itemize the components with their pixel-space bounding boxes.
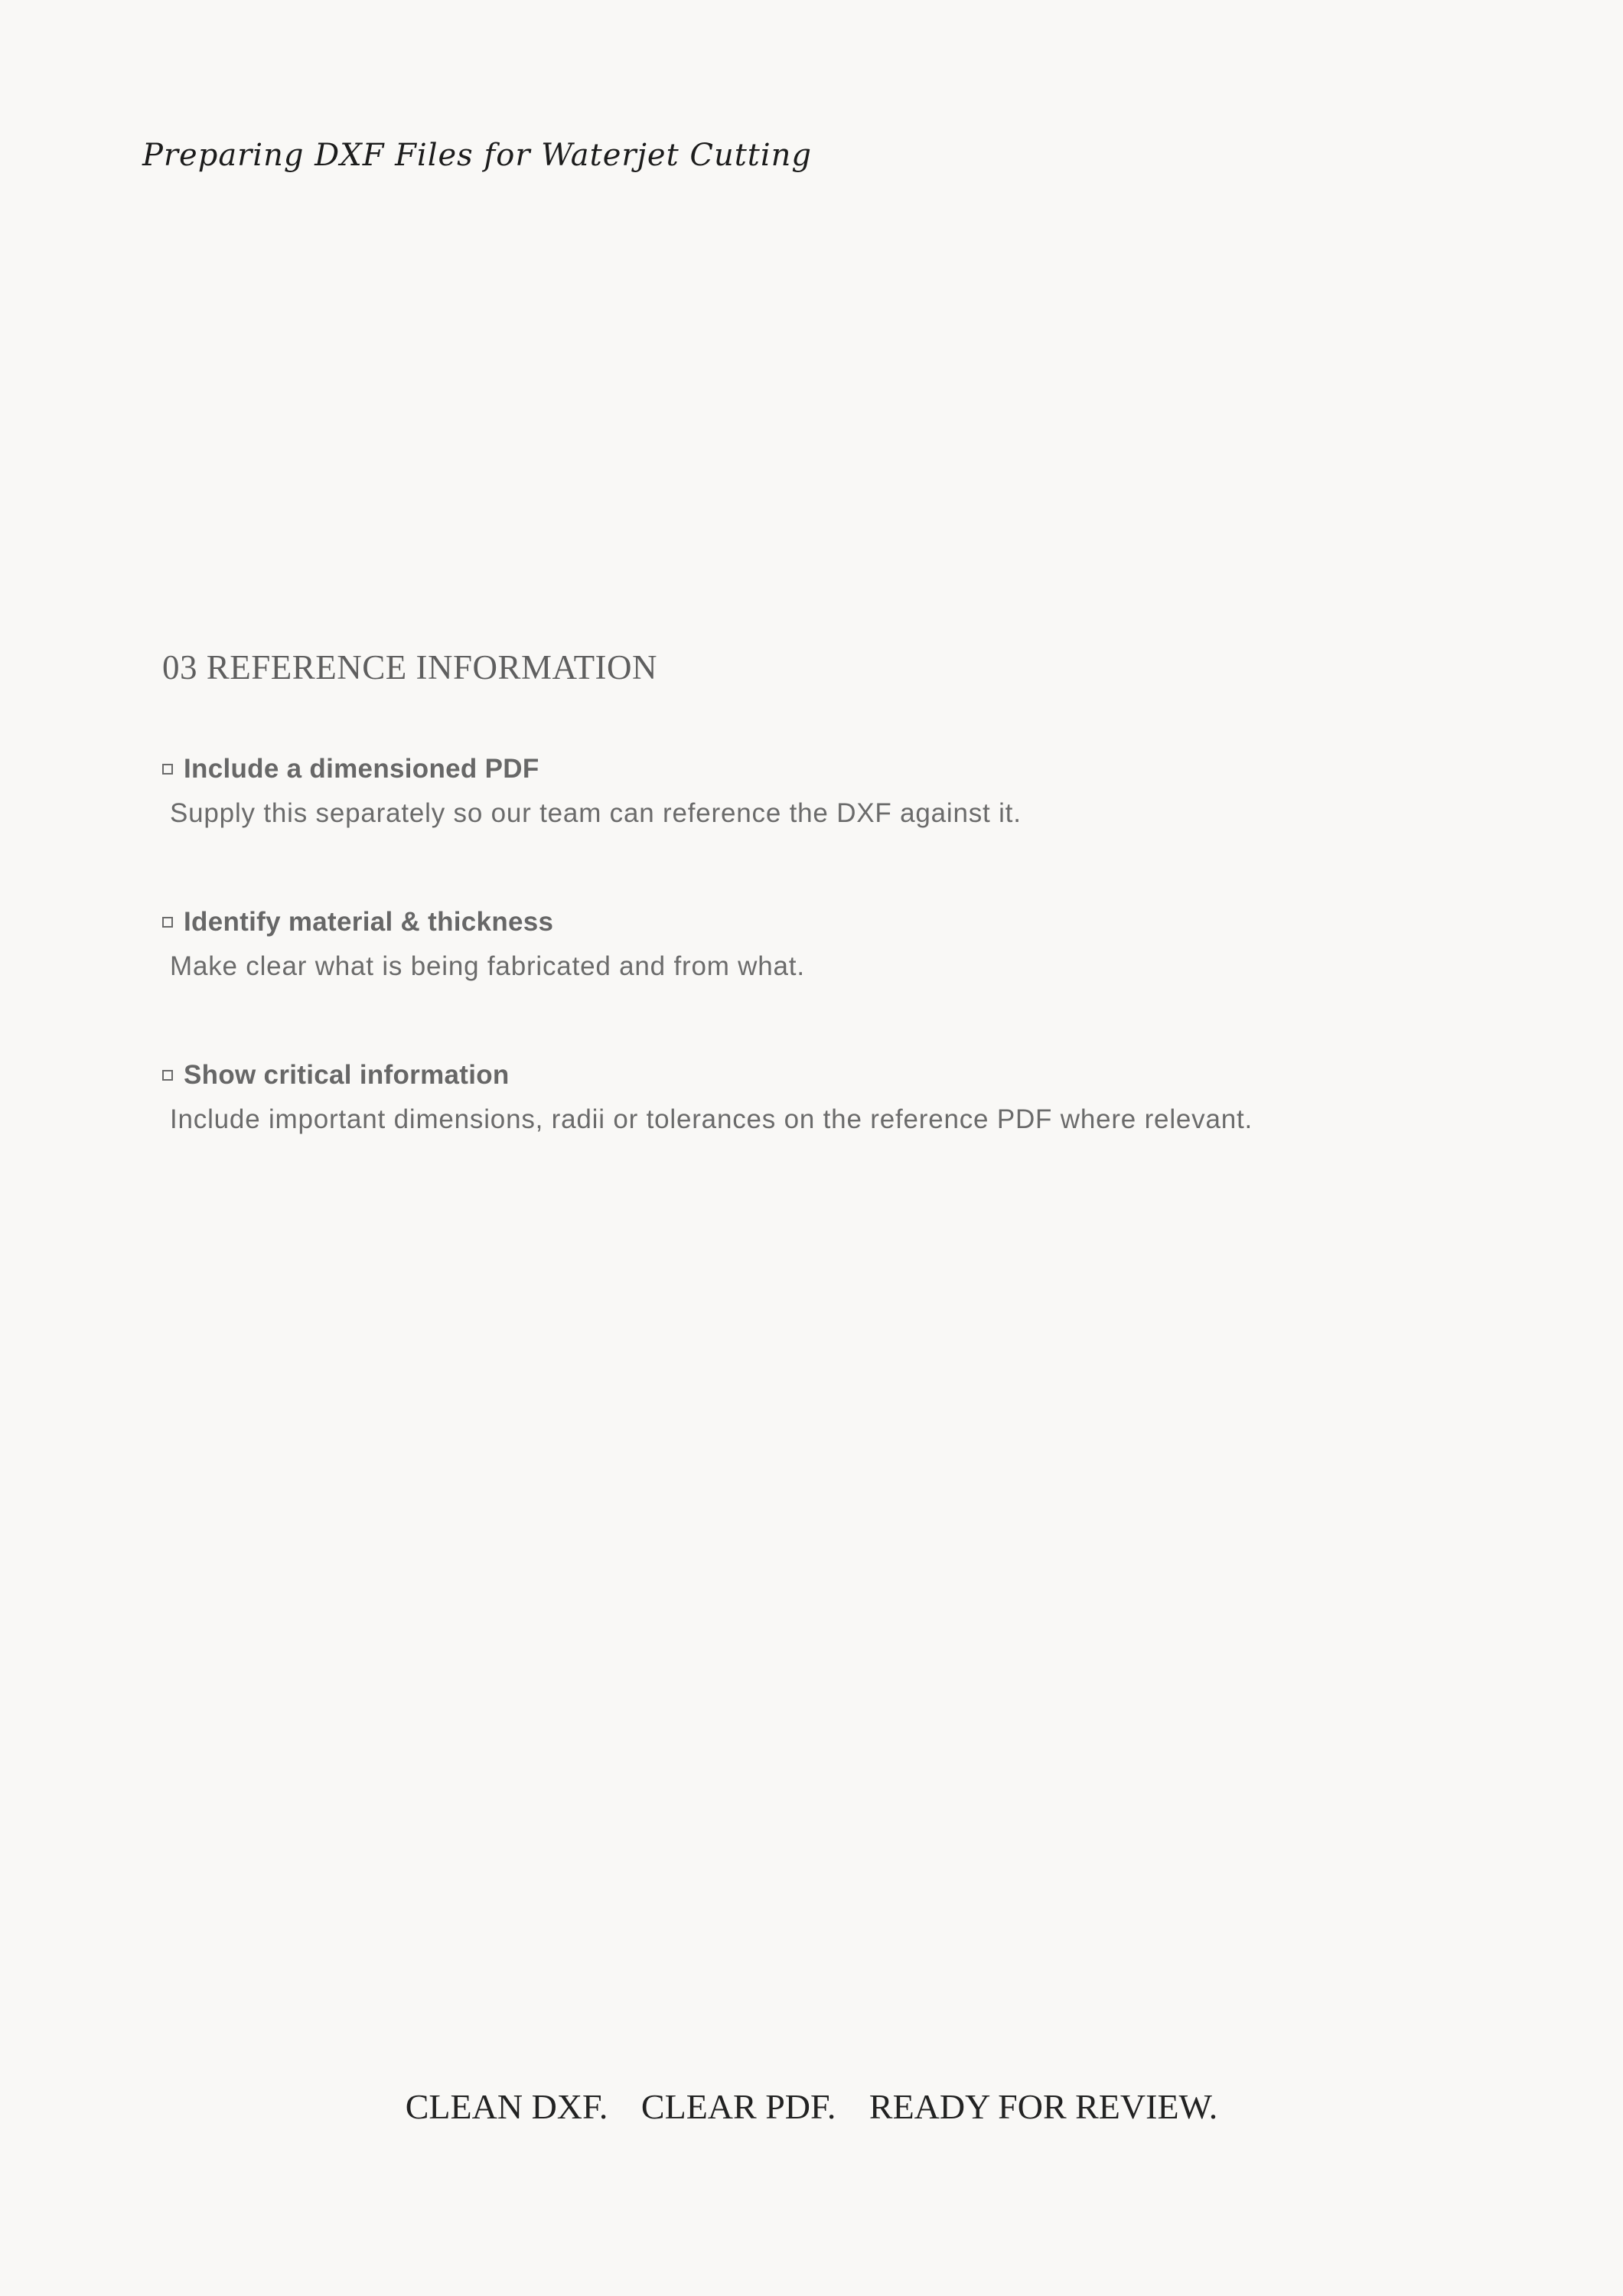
section-heading: 03 REFERENCE INFORMATION: [162, 648, 658, 687]
checklist-item-title: Include a dimensioned PDF: [184, 754, 539, 784]
checklist-item-description: Include important dimensions, radii or tolerances on the reference PDF where relevant.: [170, 1104, 1253, 1134]
tagline-part: CLEAR PDF.: [640, 2087, 836, 2126]
checklist: [162, 748, 1540, 1208]
checkbox-icon: [162, 917, 173, 928]
checklist-item-header: [162, 1055, 1540, 1096]
checklist-item-description: Make clear what is being fabricated and from what.: [170, 951, 805, 981]
checklist-item-header: [162, 902, 1540, 943]
checklist-item: [162, 748, 1540, 834]
checkbox-icon: [162, 1070, 173, 1081]
tagline-part: CLEAN DXF.: [405, 2087, 608, 2126]
tagline-part: READY FOR REVIEW.: [869, 2087, 1218, 2126]
checklist-item-header: [162, 748, 1540, 790]
checklist-item: [162, 902, 1540, 987]
checklist-item-title: Identify material & thickness: [184, 907, 554, 937]
footer-tagline: [0, 2086, 1623, 2127]
checklist-item: [162, 1055, 1540, 1140]
checklist-item-title: Show critical information: [184, 1060, 510, 1090]
checklist-item-description: Supply this separately so our team can reference the DXF against it.: [170, 798, 1022, 828]
document-title: Preparing DXF Files for Waterjet Cutting: [142, 138, 813, 173]
checkbox-icon: [162, 764, 173, 775]
